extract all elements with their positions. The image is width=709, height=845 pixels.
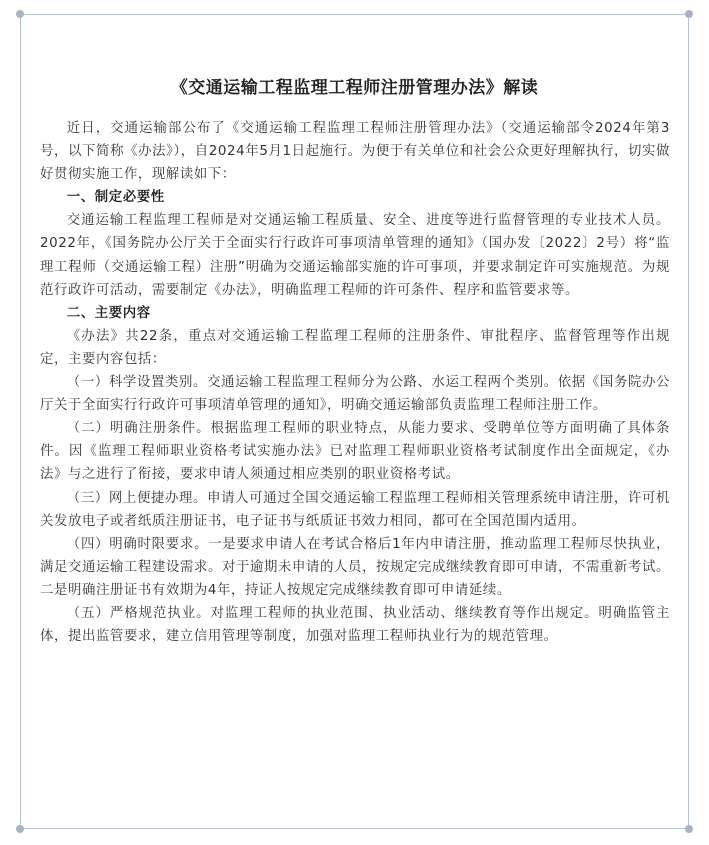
item-paragraph-online: （三）网上便捷办理。申请人可通过全国交通运输工程监理工程师相关管理系统申请注册，许可机关发放电子或者纸质注册证书，电子证书与纸质证书效力相同，都可在全国范围内适用。 bbox=[40, 490, 670, 529]
corner-dot-top-left bbox=[16, 10, 24, 18]
section-heading-main-content: 二、主要内容 bbox=[66, 305, 151, 321]
document-title: 《交通运输工程监理工程师注册管理办法》解读 bbox=[170, 78, 539, 99]
item-paragraph-time-limits: （四）明确时限要求。一是要求申请人在考试合格后1年内申请注册，推动监理工程师尽快执业，满足交通运输工程建设需求。对于逾期未申请的人员，按规定完成继续教育即可申请，不需重新考试。二是明确注册证书有效期为4年，持证人按规定完成继续教育即可申请延续。 bbox=[40, 536, 670, 598]
corner-dot-bottom-right bbox=[685, 825, 693, 833]
item-paragraph-regulation: （五）严格规范执业。对监理工程师的执业范围、执业活动、继续教育等作出规定。明确监管主体，提出监管要求，建立信用管理等制度，加强对监理工程师执业行为的规范管理。 bbox=[40, 605, 670, 645]
intro-paragraph: 近日，交通运输部公布了《交通运输工程监理工程师注册管理办法》（交通运输部令2024年第3号，以下简称《办法》），自2024年5月1日起施行。为便于有关单位和社会公众更好理解执行，切实做好贯彻实施工作，现解读如下： bbox=[40, 121, 670, 183]
section-heading-necessity: 一、制定必要性 bbox=[66, 190, 165, 206]
overview-paragraph: 《办法》共22条，重点对交通运输工程监理工程师的注册条件、审批程序、监督管理等作出规定，主要内容包括： bbox=[40, 328, 670, 367]
item-paragraph-categories: （一）科学设置类别。交通运输工程监理工程师分为公路、水运工程两个类别。依据《国务院办公厅关于全面实行行政许可事项清单管理的通知》，明确交通运输部负责监理工程师注册工作。 bbox=[40, 375, 670, 414]
article-body bbox=[40, 117, 670, 648]
necessity-paragraph: 交通运输工程监理工程师是对交通运输工程质量、安全、进度等进行监督管理的专业技术人员。2022年，《国务院办公厅关于全面实行行政许可事项清单管理的通知》（国办发〔2022〕2号）将“监理工程师（交通运输工程）注册”明确为交通运输部实施的许可事项，并要求制定许可实施规范。为规范行政许可活动，需要制定《办法》，明确监理工程师的许可条件、程序和监管要求等。 bbox=[40, 213, 670, 298]
corner-dot-bottom-left bbox=[16, 825, 24, 833]
item-paragraph-conditions: （二）明确注册条件。根据监理工程师的职业特点，从能力要求、受聘单位等方面明确了具体条件。因《监理工程师职业资格考试实施办法》已对监理工程师职业资格考试制度作出全面规定，《办法》与之进行了衔接，要求申请人须通过相应类别的职业资格考试。 bbox=[40, 421, 670, 483]
corner-dot-top-right bbox=[685, 10, 693, 18]
